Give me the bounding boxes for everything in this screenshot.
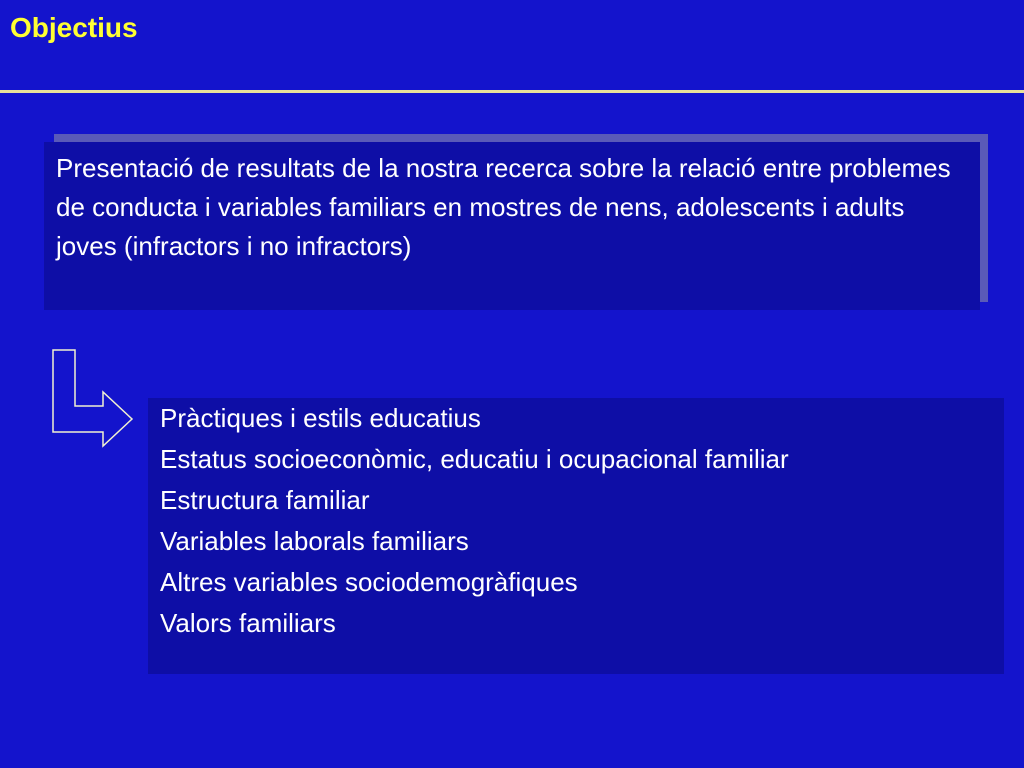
objective-box: [44, 142, 980, 310]
factor-list-box: [148, 398, 1004, 674]
list-item: Estatus socioeconòmic, educatiu i ocupacional familiar: [160, 444, 789, 474]
objective-text: Presentació de resultats de la nostra recerca sobre la relació entre problemes de conducta i variables familiars en mostres de nens, adolescents i adults joves (infractors i no infractors): [56, 153, 951, 261]
factor-list: [160, 398, 994, 644]
slide-title: Objectius: [10, 12, 138, 43]
list-item: Variables laborals familiars: [160, 526, 469, 556]
bent-arrow-outline: [53, 350, 132, 446]
list-item: Pràctiques i estils educatius: [160, 403, 481, 433]
title-divider: [0, 90, 1024, 93]
list-item: Estructura familiar: [160, 485, 370, 515]
bent-arrow-right-icon: [48, 348, 138, 448]
list-item: Altres variables sociodemogràfiques: [160, 567, 578, 597]
list-item: Valors familiars: [160, 608, 336, 638]
